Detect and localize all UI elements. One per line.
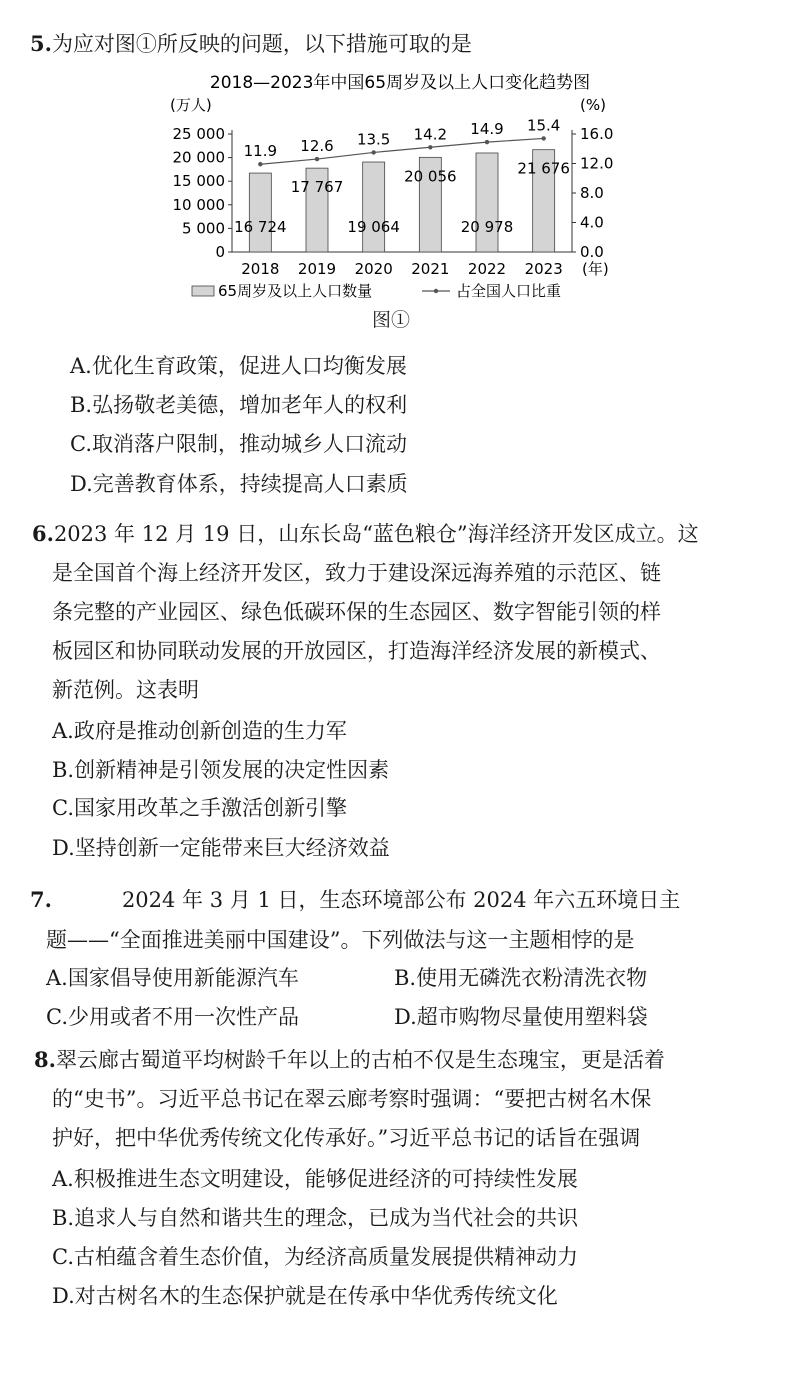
left-tick-label: 0: [215, 243, 225, 261]
bar-value-label: 16 724: [234, 218, 287, 236]
q6-option-a[interactable]: A.政府是推动创新创造的生力军: [52, 719, 347, 743]
left-axis-unit: (万人): [170, 96, 212, 114]
bar-value-label: 17 767: [290, 178, 344, 197]
right-tick-label: 12.0: [580, 154, 614, 173]
q6-number: 6.: [32, 521, 54, 546]
right-axis-unit: (%): [580, 96, 606, 114]
q8-option-b[interactable]: B.追求人与自然和谐共生的理念，已成为当代社会的共识: [52, 1206, 579, 1230]
q8-option-c[interactable]: C.古柏蕴含着生态价值，为经济高质量发展提供精神动力: [52, 1245, 578, 1269]
q5-option-c[interactable]: C.取消落户限制，推动城乡人口流动: [70, 432, 407, 456]
legend-bar-label: 65周岁及以上人口数量: [218, 282, 373, 300]
legend-line-label: 占全国人口比重: [456, 282, 562, 300]
chart-title: 2018—2023年中国65周岁及以上人口变化趋势图: [209, 73, 591, 93]
q5-option-b[interactable]: B.弘扬敬老美德，增加老年人的权利: [70, 393, 408, 417]
q7-line-1: [30, 886, 680, 914]
q6-line-1: [32, 520, 699, 548]
ratio-value-label: 14.2: [413, 125, 448, 144]
ratio-point: [541, 136, 545, 140]
legend-bar-swatch: [192, 286, 214, 296]
q6-text-1: 2023 年 12 月 19 日，山东长岛“蓝色粮仓”海洋经济开发区成立。这: [53, 522, 699, 546]
ratio-point: [371, 150, 375, 154]
q7-option-d[interactable]: D.超市购物尽量使用塑料袋: [394, 1005, 648, 1029]
right-tick-label: 16.0: [580, 125, 614, 143]
q6-line-3: 条完整的产业园区、绿色低碳环保的生态园区、数字智能引领的样: [52, 600, 661, 624]
x-tick-label: 2020: [354, 260, 393, 278]
q8-number: 8.: [34, 1047, 56, 1072]
q6-line-4: 板园区和协同联动发展的开放园区，打造海洋经济发展的新模式、: [52, 639, 661, 663]
q8-option-d[interactable]: D.对古树名木的生态保护就是在传承中华优秀传统文化: [52, 1284, 558, 1308]
bar: [363, 162, 385, 252]
left-tick-label: 10 000: [172, 195, 225, 214]
bar-value-label: 20 056: [404, 167, 457, 186]
left-tick-label: 15 000: [172, 172, 225, 191]
ratio-value-label: 13.5: [356, 130, 391, 149]
q5-option-a[interactable]: A.优化生育政策，促进人口均衡发展: [70, 354, 407, 378]
q5-stem: 为应对图①所反映的问题，以下措施可取的是: [51, 32, 472, 56]
bar-value-label: 21 676: [517, 159, 570, 178]
x-tick-label: 2021: [411, 260, 450, 278]
q8-option-a[interactable]: A.积极推进生态文明建设，能够促进经济的可持续性发展: [52, 1167, 578, 1191]
ratio-point: [428, 145, 432, 149]
q5-stem-line: [30, 30, 472, 58]
q6-option-b[interactable]: B.创新精神是引领发展的决定性因素: [52, 758, 390, 782]
q7-option-c[interactable]: C.少用或者不用一次性产品: [46, 1005, 299, 1029]
left-tick-label: 25 000: [172, 125, 225, 143]
x-tick-label: 2022: [467, 260, 507, 278]
ratio-value-label: 12.6: [300, 137, 334, 156]
q8-text-1: 翠云廊古蜀道平均树龄千年以上的古柏不仅是生态瑰宝，更是活着: [55, 1048, 665, 1072]
x-axis-unit: (年): [582, 260, 609, 278]
legend-line-marker: [434, 289, 438, 293]
q7-line-2: 题——“全面推进美丽中国建设”。下列做法与这一主题相悖的是: [46, 928, 635, 952]
bar-value-label: 20 978: [460, 218, 514, 236]
x-tick-label: 2018: [241, 260, 280, 278]
q6-line-2: 是全国首个海上经济开发区，致力于建设深远海养殖的示范区、链: [52, 561, 661, 585]
left-tick-label: 5 000: [182, 219, 225, 238]
left-tick-label: 20 000: [172, 148, 225, 167]
q5-number: 5.: [30, 31, 52, 56]
bar: [249, 173, 271, 252]
q6-line-5: 新范例。这表明: [52, 678, 199, 702]
population-chart: [160, 62, 640, 302]
q6-option-c[interactable]: C.国家用改革之手激活创新引擎: [52, 796, 347, 820]
q7-text-1: 2024 年 3 月 1 日，生态环境部公布 2024 年六五环境日主: [121, 888, 681, 912]
bar: [476, 153, 498, 252]
q7-number: 7.: [30, 887, 52, 912]
figure-label: 图①: [372, 309, 411, 331]
q6-option-d[interactable]: D.坚持创新一定能带来巨大经济效益: [52, 836, 390, 860]
x-tick-label: 2019: [297, 260, 337, 278]
q5-option-d[interactable]: D.完善教育体系，持续提高人口素质: [70, 472, 408, 496]
q8-line-3: 护好，把中华优秀传统文化传承好。”习近平总书记的话旨在强调: [52, 1126, 641, 1150]
ratio-value-label: 15.4: [526, 116, 561, 135]
right-tick-label: 0.0: [580, 243, 604, 261]
ratio-point: [258, 162, 262, 166]
q8-line-1: [34, 1046, 665, 1074]
right-tick-label: 8.0: [580, 184, 604, 202]
ratio-value-label: 14.9: [470, 120, 504, 139]
q7-option-b[interactable]: B.使用无磷洗衣粉清洗衣物: [394, 966, 648, 990]
bar-value-label: 19 064: [347, 218, 400, 236]
ratio-point: [485, 140, 489, 144]
x-tick-label: 2023: [524, 260, 563, 278]
ratio-point: [315, 157, 319, 161]
right-tick-label: 4.0: [580, 213, 604, 232]
q7-option-a[interactable]: A.国家倡导使用新能源汽车: [46, 966, 299, 990]
ratio-value-label: 11.9: [243, 142, 278, 161]
q8-line-2: 的“史书”。习近平总书记在翠云廊考察时强调：“要把古树名木保: [52, 1087, 652, 1111]
